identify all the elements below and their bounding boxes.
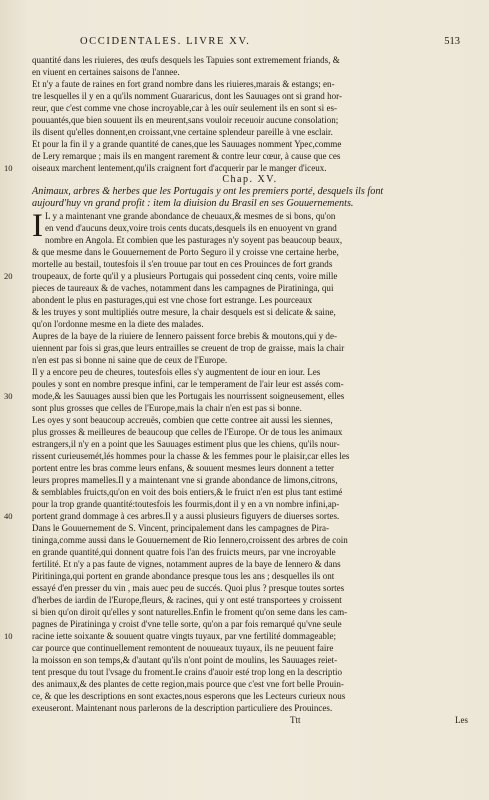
- text-line: tent presque du tout l'vsage du froment.Ie crains d'auoir esté trop long en la descriptio: [32, 667, 343, 677]
- text-line: qu'on l'ordonne mesme en la diete des malades.: [32, 319, 204, 329]
- text-line: leurs propres mamelles.Il y a maintenant vne si grande abondance de limons,citrons,: [32, 475, 338, 485]
- text-line: sont plus grosses que celles de l'Europe,mais la chair n'en est pas si bonne.: [32, 403, 302, 413]
- page-footer: [32, 714, 468, 726]
- text-line: si bien qu'on diroit qu'elles y sont naturelles.Enfin le froment qu'on seme dans les cam-: [32, 607, 348, 617]
- text-line: Les oyes y sont beaucoup accreuës, combien que cette contree ait aussi les siennes,: [32, 415, 333, 425]
- text-line: ce, & que les descriptions en sont exactes,nous esperons que les Lecteurs curieux nous: [32, 691, 346, 701]
- text-line: quantité dans les riuieres, des œufs desquels les Tapuies sont extremement friands, &: [32, 55, 340, 65]
- chapter-heading-line: Animaux, arbres & herbes que les Portugais y ont les premiers porté, desquels ils font: [32, 186, 384, 197]
- text-line: Et pour la fin il y a grande quantité de canes,que les Sauuages nomment Ypec,comme: [32, 139, 342, 149]
- margin-line-number: 10: [4, 163, 13, 173]
- text-line: tre lesquelles il y en a qu'ils nomment Guararicus, dont les Sauuages ont si grand hor-: [32, 91, 342, 101]
- text-line: Dans le Gouuernement de S. Vincent, principalement dans les campagnes de Pira-: [32, 523, 329, 533]
- chapter-heading-line: aujourd'huy vn grand profit : item la diuision du Brasil en ses Gouuernements.: [32, 198, 354, 209]
- margin-line-number: 10: [4, 631, 13, 641]
- catchword: Les: [454, 715, 468, 725]
- text-line: ils disent qu'elles donnent,en croissant,vne certaine splendeur pareille à vne esclair.: [32, 127, 333, 137]
- text-line: & semblables fruicts,qu'on en voit des bois entiers,& le fruict n'en est plus tant estimé: [32, 487, 343, 497]
- text-line: pagnes de Piratininga y croist d'vne telle sorte, qu'on a par fois remarqué qu'vne seule: [32, 619, 342, 629]
- signature-mark: Ttt: [290, 715, 301, 725]
- text-line: & que mesme dans le Gouuernement de Porto Seguro il y croisse vne certaine herbe,: [32, 247, 339, 257]
- text-line: estrangers,il n'y en a point que les Sauuages estiment plus que les chiens, qu'ils nour-: [32, 439, 340, 449]
- text-line: nombre en Angola. Et combien que les pasturages n'y soyent pas beaucoup beaux,: [45, 235, 343, 245]
- text-line: pieces de taureaux & de vaches, notamment dans les campagnes de Piratininga, qui: [32, 283, 334, 293]
- text-line: tininga,comme aussi dans le Gouuernement de Rio Iennero,croissent des arbres de coin: [32, 535, 348, 545]
- text-line: des animaux,& des plantes de cette region,mais pource que c'est vne fort belle Prouin-: [32, 679, 344, 689]
- text-line: fertilité. Et n'y a pas faute de vignes, notamment aupres de la baye de Iennero & dans: [32, 559, 341, 569]
- text-line: essayé d'en presser du vin , mais auec peu de succés. Quoi plus ? presque toutes sortes: [32, 583, 345, 593]
- text-line: exeuseront. Maintenant nous parlerons de la description particuliere des Prouinces.: [32, 703, 333, 713]
- text-line: Et n'y a faute de raines en fort grand nombre dans les riuieres,marais & estangs; en-: [32, 79, 335, 89]
- drop-capital: I: [32, 208, 43, 244]
- text-line: reur, que c'est comme vne chose incroyable,car à les ouïr seulement ils en sont si es-: [32, 103, 337, 113]
- text-line: rissent curieusemét,lés hommes pour la chasse & les femmes pour le plaisir,car elles les: [32, 451, 350, 461]
- text-line: L y a maintenant vne grande abondance de cheuaux,& mesmes de si bons, qu'on: [45, 211, 336, 221]
- margin-line-number: 40: [4, 511, 13, 521]
- text-line: portent entre les bras comme leurs enfans, & souuent mesmes leurs donnent a tetter: [32, 463, 334, 473]
- text-line: la moisson en son temps,& d'autant qu'ils n'ont point de moulins, les Sauuages reiet-: [32, 655, 338, 665]
- text-line: pour la trop grande quantité:toutesfois les fourmis,dont il y en a vn nombre infini,ap-: [32, 499, 340, 509]
- text-line: & les truyes y sont multipliés outre mesure, la chair desquels est si delicate & saine,: [32, 307, 336, 317]
- text-line: en vend d'aucuns deux,voire trois cents ducats,desquels ils en enuoyent vn grand: [45, 223, 337, 233]
- text-line: 10 racine iette soixante & souuent quatre vingts tuyaux, par vne fertilité dommageable;: [4, 631, 336, 641]
- running-head: [40, 36, 460, 50]
- chapter-title: Chap. XV.: [222, 174, 278, 185]
- text-line: plus grosses & meilleures de beaucoup que celles de l'Europe. Or de tous les animaux: [32, 427, 343, 437]
- text-line: mortelle au bestail, toutesfois il s'en trouue par tout en ces Prouinces de fort grands: [32, 259, 333, 269]
- text-line: Il y a encore peu de cheures, toutesfois elles s'y augmentent de iour en iour. Les: [32, 367, 321, 377]
- text-line: 10 oiseaux marchent lentement,qu'ils craignent fort d'acquerir par le manger d'iceux.: [4, 163, 327, 173]
- text-line: 40 portent grand dommage à ces arbres.Il y a aussi plusieurs figuyers de diuerses sortes.: [4, 511, 340, 521]
- text-line: uiennent par fois si gras,que leurs entrailles se creuent de trop de graisse, mais la chair: [32, 343, 345, 353]
- margin-line-number: 30: [4, 391, 13, 401]
- text-line: 20 troupeaux, de forte qu'il y a plusieurs Portugais qui possedent cinq cents, voire mille: [4, 271, 338, 281]
- text-line: poules y sont en nombre presque infini, car le temperament de l'air leur est assés com-: [32, 379, 344, 389]
- text-line: 30 mode,& les Sauuages aussi bien que les Portugais les nourrissent soigneusement, elles: [4, 391, 345, 401]
- text-line: Aupres de la baye de la riuiere de Iennero paissent force brebis & moutons,qui y de-: [32, 331, 337, 341]
- text-line: pouuantés,que bien souuent ils en meurent,sans vouloir receuoir aucune consolation;: [32, 115, 339, 125]
- text-line: abondent le plus en pasturages,qui est vne chose fort estrange. Les pourceaux: [32, 295, 313, 305]
- text-line: n'en est pas si bonne ni saine que de ceux de l'Europe.: [32, 355, 228, 365]
- text-line: Piritininga,qui portent en grande abondance presque tous les ans ; desquelles ils ont: [32, 571, 335, 581]
- text-line: en grande quantité,qui donnent quatre fois l'an des fruicts meurs, par vne incroyable: [32, 547, 336, 557]
- page-number: 513: [444, 36, 460, 47]
- text-line: de Lery remarque ; mais ils en mangent rarement & contre leur cœur, à cause que ces: [32, 151, 341, 161]
- text-line: en viuent en certaines saisons de l'annee.: [32, 67, 180, 77]
- text-block: [4, 54, 468, 726]
- running-title: OCCIDENTALES. LIVRE XV.: [80, 36, 251, 47]
- margin-line-number: 20: [4, 271, 13, 281]
- text-line: d'herbes de iardin de l'Europe,fleurs, & racines, qui y ont esté transportees y croissent: [32, 595, 342, 605]
- text-line: car pource que continuellement remontent de nouueaux tuyaux, ils ne peuuent faire: [32, 643, 334, 653]
